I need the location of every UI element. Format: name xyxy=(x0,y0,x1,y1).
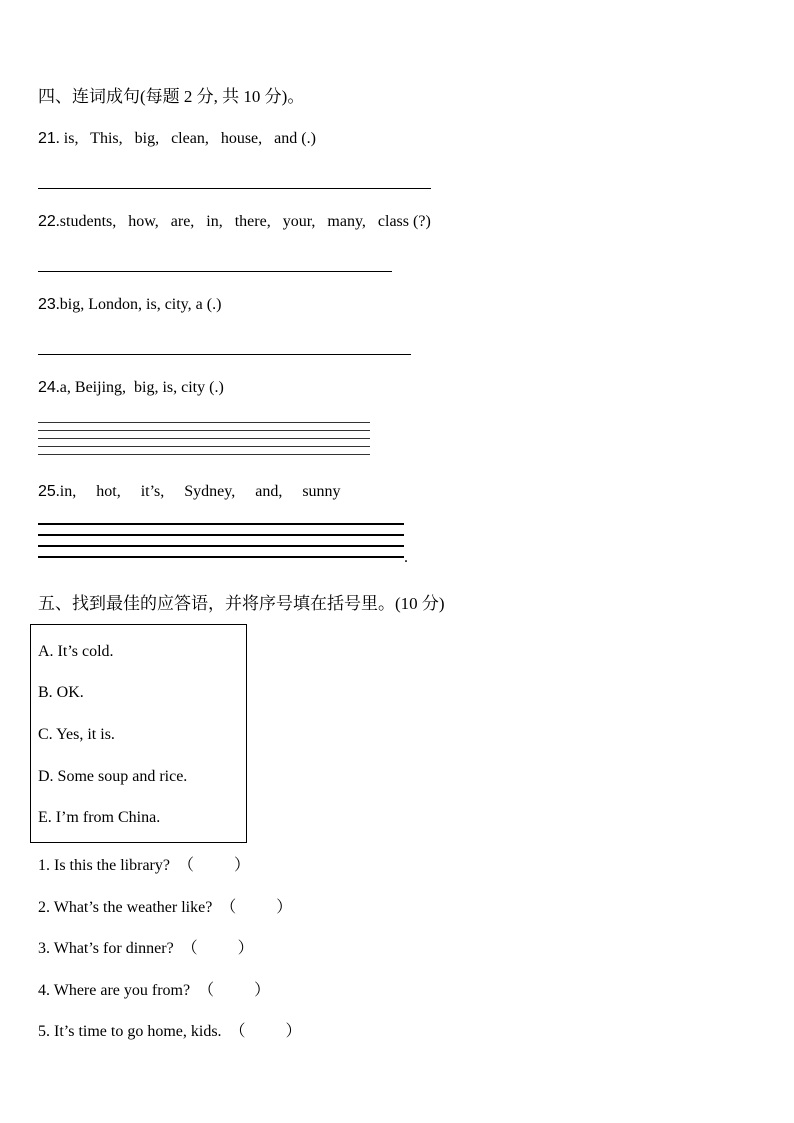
section-5-heading: 五、找到最佳的应答语，并将序号填在括号里。(10 分) xyxy=(38,594,445,613)
option-a: A. It’s cold. xyxy=(38,643,114,660)
question-23-words: .big, London, is, city, a (.) xyxy=(55,296,222,313)
answer-line-24-b[interactable] xyxy=(38,430,370,431)
option-e: E. I’m from China. xyxy=(38,809,161,826)
option-d: D. Some soup and rice. xyxy=(38,768,188,785)
answer-line-22[interactable] xyxy=(38,271,392,272)
answer-line-25-d[interactable] xyxy=(38,556,404,558)
question-22 xyxy=(38,214,431,230)
answer-line-25-a[interactable] xyxy=(38,523,404,525)
answer-line-21[interactable] xyxy=(38,188,431,189)
match-question-3[interactable]: 3. What’s for dinner? （ ） xyxy=(38,940,254,957)
question-23-number: 23 xyxy=(38,296,56,313)
question-21-words: . is, This, big, clean, house, and (.) xyxy=(55,130,316,147)
match-question-1[interactable]: 1. Is this the library? （ ） xyxy=(38,857,250,874)
answer-line-24-e[interactable] xyxy=(38,454,370,455)
option-b: B. OK. xyxy=(38,684,84,701)
section-4-heading: 四、连词成句(每题 2 分, 共 10 分)。 xyxy=(38,87,305,106)
question-25-period: . xyxy=(404,549,408,566)
answer-line-24-a[interactable] xyxy=(38,422,370,423)
question-24-words: .a, Beijing, big, is, city (.) xyxy=(55,379,224,396)
question-24 xyxy=(38,380,224,396)
answer-line-24-c[interactable] xyxy=(38,438,370,439)
option-c: C. Yes, it is. xyxy=(38,726,115,743)
answer-line-25-b[interactable] xyxy=(38,534,404,536)
match-question-5[interactable]: 5. It’s time to go home, kids. （ ） xyxy=(38,1023,302,1040)
answer-line-24-d[interactable] xyxy=(38,446,370,447)
question-23 xyxy=(38,297,221,313)
question-22-words: .students, how, are, in, there, your, many, class (?) xyxy=(55,213,431,230)
question-25 xyxy=(38,484,341,500)
question-24-number: 24 xyxy=(38,379,56,396)
match-question-2[interactable]: 2. What’s the weather like? （ ） xyxy=(38,899,293,916)
question-22-number: 22 xyxy=(38,213,56,230)
answer-line-23[interactable] xyxy=(38,354,411,355)
answer-line-25-c[interactable] xyxy=(38,545,404,547)
question-25-words: .in, hot, it’s, Sydney, and, sunny xyxy=(55,483,341,500)
question-21 xyxy=(38,131,316,147)
question-25-number: 25 xyxy=(38,483,56,500)
match-question-4[interactable]: 4. Where are you from? （ ） xyxy=(38,982,271,999)
question-21-number: 21 xyxy=(38,130,56,147)
